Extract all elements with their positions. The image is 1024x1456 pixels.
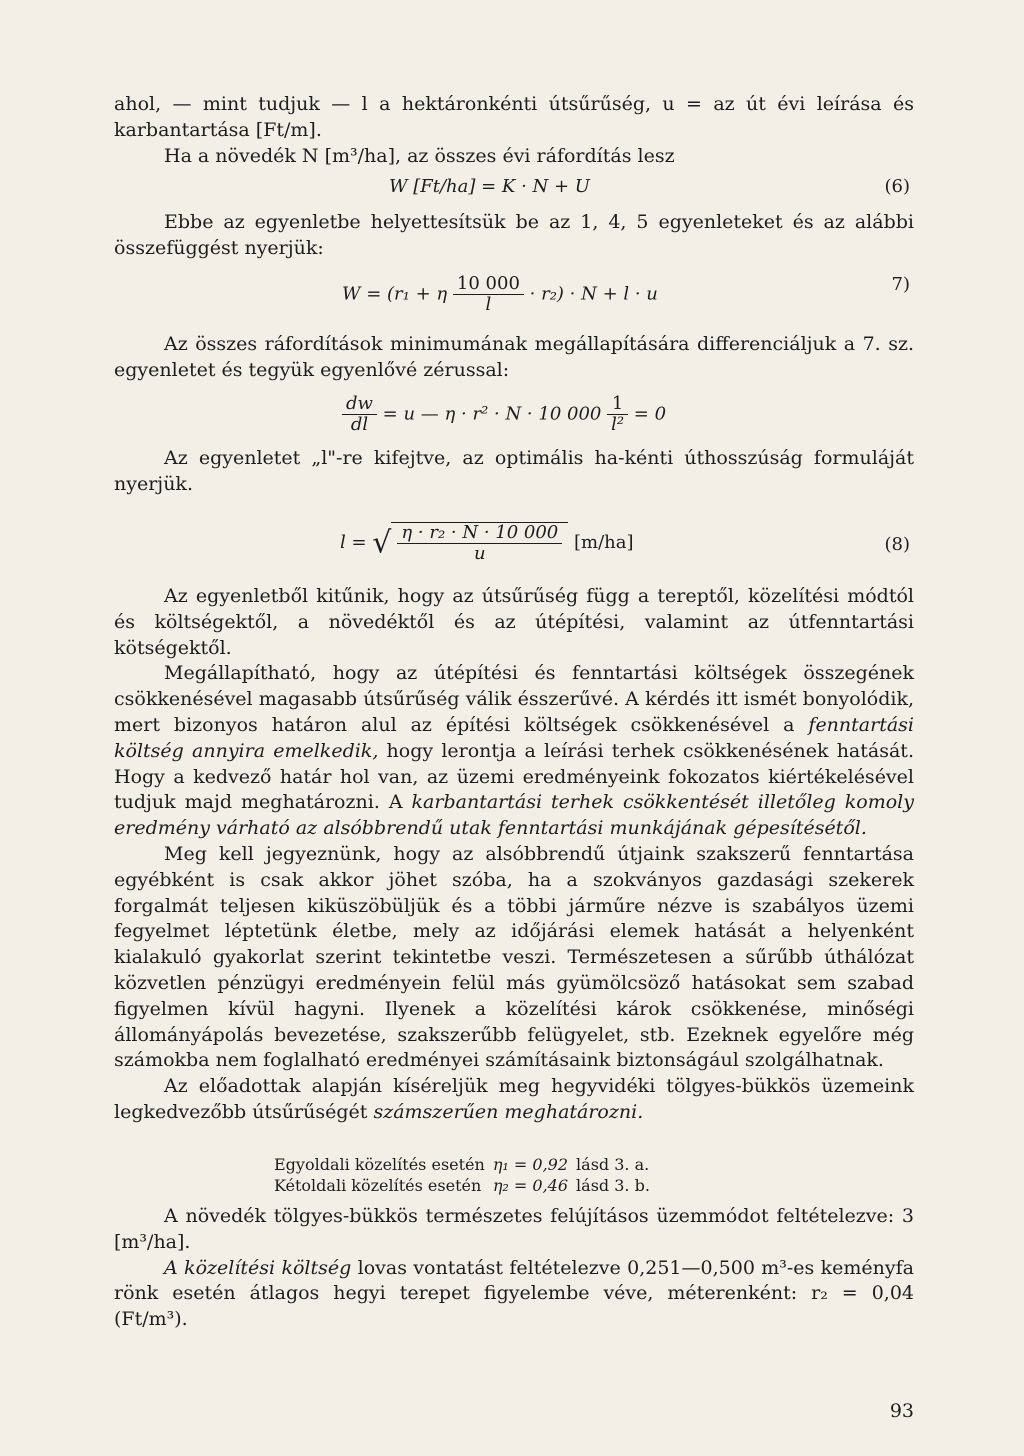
equation-7-fraction xyxy=(453,274,524,315)
paragraph-3: Ebbe az egyenletbe helyettesítsük be az 1, 4, 5 egyenleteket és az alábbi összefüggést nyerjük: xyxy=(114,211,914,259)
derivative-numerator: dw xyxy=(342,394,377,415)
paragraph-1: ahol, — mint tudjuk — l a hektáronkénti útsűrűség, u = az út évi leírása és karbantartása [Ft/m]. xyxy=(114,93,914,141)
derivative-fraction xyxy=(342,394,377,435)
equation-7-left: W = (r₁ + η xyxy=(342,283,448,305)
equation-8-fraction xyxy=(397,523,562,564)
paragraph-10: A növedék tölgyes-bükkös természetes felújításos üzemmódot feltételezve: 3 [m³/ha]. xyxy=(114,1205,914,1253)
paragraph-6: Az egyenletből kitűnik, hogy az útsűrűség függ a tereptől, közelítési módtól és költségektől, a növedéktől és az útépítési, valamint az útfenntartási kötségektől. xyxy=(114,585,914,659)
equation-7-number: 7) xyxy=(891,274,910,295)
derivative-fraction-2 xyxy=(607,394,628,435)
equation-8-radicand xyxy=(391,522,568,564)
equation-8-unit: [m/ha] xyxy=(574,532,634,553)
paragraph-9: Az előadottak alapján kíséreljük meg hegyvidéki tölgyes-bükkös üzemeink legkedvezőbb útsűrűségét számszerűen meghatározni. xyxy=(114,1075,914,1123)
paragraph-11: A közelítési költség lovas vontatást feltételezve 0,251—0,500 m³-es keményfa rönk esetén átlagos hegyi terepet figyelembe véve, méterenként: r₂ = 0,04 (Ft/m³). xyxy=(114,1256,914,1331)
equation-6-number: (6) xyxy=(884,176,910,197)
paragraph-2: Ha a növedék N [m³/ha], az összes évi ráfordítás lesz xyxy=(164,144,675,167)
table-row: Kétoldali közelítés esetén η₂ = 0,46 lásd 3. b. xyxy=(274,1176,650,1195)
text-block-bottom xyxy=(114,1204,914,1333)
equation-8-number: (8) xyxy=(884,534,910,555)
derivative-fraction-2-numerator: 1 xyxy=(607,394,628,415)
text-block-3 xyxy=(114,332,914,384)
equation-7-fraction-denominator: l xyxy=(485,294,492,315)
sqrt-icon: √ xyxy=(372,525,392,561)
equation-7 xyxy=(114,268,914,316)
paragraph-5: Az egyenletet „l"-re kifejtve, az optimális ha-kénti úthosszúság formuláját nyerjük. xyxy=(114,447,914,495)
eta-table-wrap xyxy=(274,1154,794,1196)
equation-8-denominator: u xyxy=(474,543,486,564)
derivative-denominator: dl xyxy=(350,414,369,435)
table-row: Egyoldali közelítés esetén η₁ = 0,92 lásd 3. a. xyxy=(274,1155,650,1174)
equation-8-numerator: η · r₂ · N · 10 000 xyxy=(397,523,562,544)
derivative-equation xyxy=(114,388,914,440)
text-block-main xyxy=(114,584,914,1126)
equation-8-left: l = xyxy=(340,532,367,553)
text-block-top xyxy=(114,92,914,169)
equation-7-fraction-numerator: 10 000 xyxy=(453,274,524,295)
derivative-end: = 0 xyxy=(633,403,667,425)
eta-table xyxy=(274,1154,658,1196)
page-number: 93 xyxy=(889,1400,914,1422)
paragraph-4: Az összes ráfordítások minimumának megállapítására differenciáljuk a 7. sz. egyenletet és tegyük egyenlővé zérussal: xyxy=(114,333,914,381)
derivative-fraction-2-denominator: l² xyxy=(611,414,625,435)
paragraph-7: Megállapítható, hogy az útépítési és fenntartási költségek összegének csökkenésével magasabb útsűrűség válik ésszerűvé. A kérdés itt ismét bonyolódik, mert bizonyos határon alul az építési költségek csökkenésével a fenntartási költség annyira emelkedik, hogy lerontja a leírási terhek csökkenésének hatását. Hogy a kedvező határ hol van, az üzemi eredményeink fokozatos kiértékelésével tudjuk majd meghatározni. A karbantartási terhek csökkentését illetőleg komoly eredmény várható az alsóbbrendű utak fenntartási munkájának gépesítésétől. xyxy=(114,662,914,840)
equation-8 xyxy=(114,514,914,574)
paragraph-8: Meg kell jegyeznünk, hogy az alsóbbrendű útjaink szakszerű fenntartása egyébként is csak akkor jöhet szóba, ha a szokványos gazdasági szekerek forgalmát teljesen kiküszöbüljük és a többi járműre nézve is szabályos üzemi fegyelmet léptetünk életbe, mely az időjárási elemek hatását a helyenként kialakuló gyakorlat szerint tekintetbe veszi. Természetesen a sűrűbb úthálózat közvetlen pénzügyi eredményein felül más gyümölcsöző hatásokat sem szabad figyelmen kívül hagyni. Ilyenek a közelítési károk csökkenése, minőségi állományápolás bevezetése, szakszerűbb felügyelet, stb. Ezeknek egyelőre még számokba nem foglalható eredményei számításaink biztonságául szolgálhatnak. xyxy=(114,842,914,1072)
equation-7-right: · r₂) · N + l · u xyxy=(529,283,658,305)
equation-6-body: W [Ft/ha] = K · N + U xyxy=(389,176,590,197)
equation-6 xyxy=(114,176,914,206)
text-block-4 xyxy=(114,446,914,498)
text-block-2 xyxy=(114,210,914,262)
derivative-middle: = u — η · r² · N · 10 000 xyxy=(382,403,602,425)
